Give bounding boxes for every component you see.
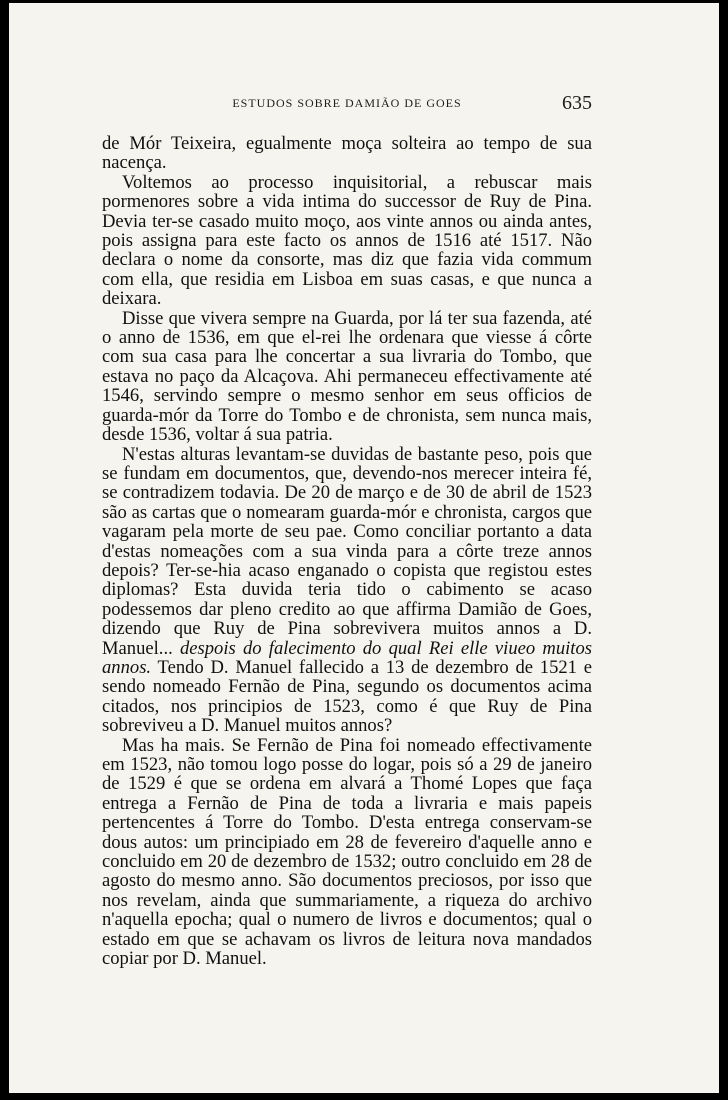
page-number: 635: [562, 92, 592, 114]
running-header: [102, 92, 592, 114]
paragraph: Disse que vivera sempre na Guarda, por lá ter sua fazenda, até o anno de 1536, em que el-rei lhe ordenara que viesse á côrte com sua casa para lhe concertar a sua livraria do Tombo, que estava no paço da Alcaçova. Ahi permaneceu effectivamente até 1546, servindo sempre o mesmo senhor em seus officios de guarda-mór da Torre do Tombo e de chronista, sem nunca mais, desde 1536, voltar á sua patria.: [102, 307, 592, 446]
italic-quotation: despois do falecimento do qual Rei elle viueo muitos annos.: [102, 637, 592, 678]
paragraph: de Mór Teixeira, egualmente moça solteira ao tempo de sua nacença.: [102, 133, 592, 174]
paragraph-text: Tendo D. Manuel fallecido a 13 de dezembro de 1521 e sendo nomeado Fernão de Pina, segundo os documentos acima citados, nos principios de 1523, como é que Ruy de Pina sobreviveu a D. Manuel muitos annos?: [102, 656, 592, 737]
paragraph: Voltemos ao processo inquisitorial, a rebuscar mais pormenores sobre a vida intima do successor de Ruy de Pina. Devia ter-se casado muito moço, aos vinte annos ou ainda antes, pois assigna para este facto os annos de 1516 até 1517. Não declara o nome da consorte, mas diz que fazia vida commum com ella, que residia em Lisboa em suas casas, e que nunca a deixara.: [102, 171, 592, 310]
paragraph: [102, 445, 592, 736]
body-text: [102, 134, 592, 968]
running-title: ESTUDOS SOBRE DAMIÃO DE GOES: [232, 96, 462, 110]
paragraph: Mas ha mais. Se Fernão de Pina foi nomeado effectivamente em 1523, não tomou logo posse do logar, pois só a 29 de janeiro de 1529 é que se ordena em alvará a Thomé Lopes que faça entrega a Fernão de Pina de toda a livraria e mais papeis pertencentes á Torre do Tombo. D'esta entrega conservam-se dous autos: um principiado em 28 de fevereiro d'aquelle anno e concluido em 20 de dezembro de 1532; outro concluido em 28 de agosto do mesmo anno. São documentos preciosos, por isso que nos revelam, ainda que summariamente, a riqueza do archivo n'aquella epocha; qual o numero de livros e documentos; qual o estado em que se achavam os livros de leitura nova mandados copiar por D. Manuel.: [102, 734, 592, 970]
book-page: [9, 3, 719, 1093]
paragraph-text: N'estas alturas levantam-se duvidas de bastante peso, pois que se fundam em documentos, que, devendo-nos merecer inteira fé, se contradizem todavia. De 20 de março e de 30 de abril de 1523 são as cartas que o nomearam guarda-mór e chronista, cargos que vagaram pela morte de seu pae. Como conciliar portanto a data d'estas nomeações com a sua vinda para a côrte treze annos depois? Ter-se-hia acaso enganado o copista que registou estes diplomas? Esta duvida teria tido o cabimento se acaso podessemos dar pleno credito ao que affirma Damião de Goes, dizendo que Ruy de Pina sobrevivera muitos annos a D. Manuel...: [102, 443, 592, 659]
